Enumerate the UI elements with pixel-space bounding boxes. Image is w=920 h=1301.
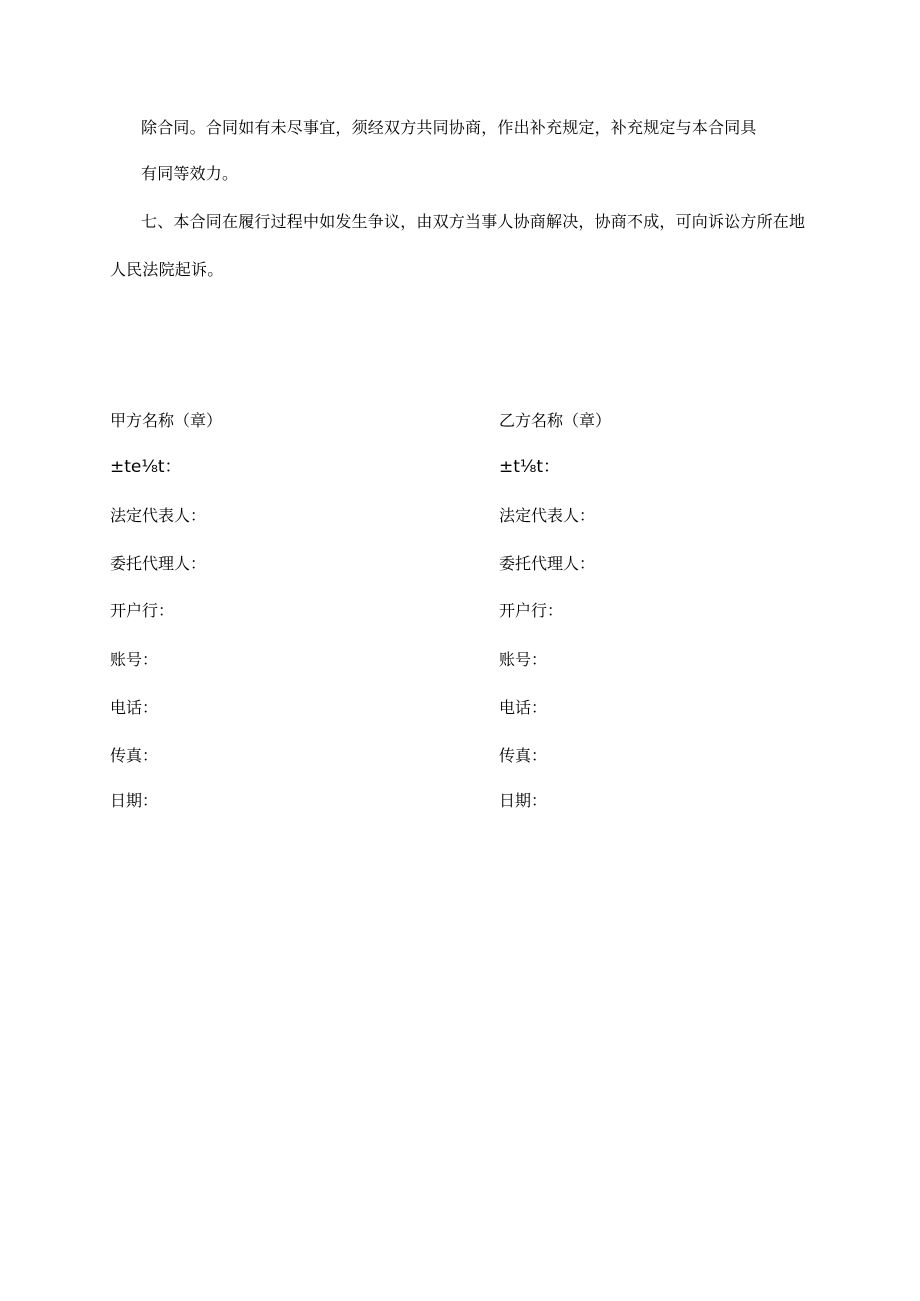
party-a-agent-label: 委托代理人： — [110, 554, 207, 573]
party-b-agent-label: 委托代理人： — [499, 554, 596, 573]
clause-line-2: 有同等效力。 — [141, 164, 239, 183]
party-b-legal-rep-label: 法定代表人： — [499, 506, 596, 525]
party-a-name-label: 甲方名称（章） — [110, 411, 223, 430]
clause-line-1: 除合同。合同如有未尽事宜，须经双方共同协商，作出补充规定，补充规定与本合同具 — [141, 118, 757, 137]
party-a-legal-rep-label: 法定代表人： — [110, 506, 207, 525]
party-b-phone-label: 电话： — [499, 698, 548, 717]
party-b-date-label: 日期： — [499, 791, 548, 810]
party-a-phone-label: 电话： — [110, 698, 159, 717]
party-b-name-label: 乙方名称（章） — [499, 411, 612, 430]
clause-7-line-2: 人民法院起诉。 — [110, 260, 224, 279]
clause-7-line-1: 七、本合同在履行过程中如发生争议，由双方当事人协商解决，协商不成，可向诉讼方所在地 — [141, 212, 806, 231]
party-a-date-label: 日期： — [110, 791, 159, 810]
party-a-bank-label: 开户行： — [110, 601, 175, 620]
party-b-bank-label: 开户行： — [499, 601, 564, 620]
party-a-account-label: 账号： — [110, 650, 159, 669]
party-a-fax-label: 传真： — [110, 746, 159, 765]
party-b-address-label: ±t⅛t： — [499, 457, 561, 477]
party-b-fax-label: 传真： — [499, 746, 548, 765]
party-b-account-label: 账号： — [499, 650, 548, 669]
party-a-address-label: ±te⅛t： — [110, 457, 182, 477]
